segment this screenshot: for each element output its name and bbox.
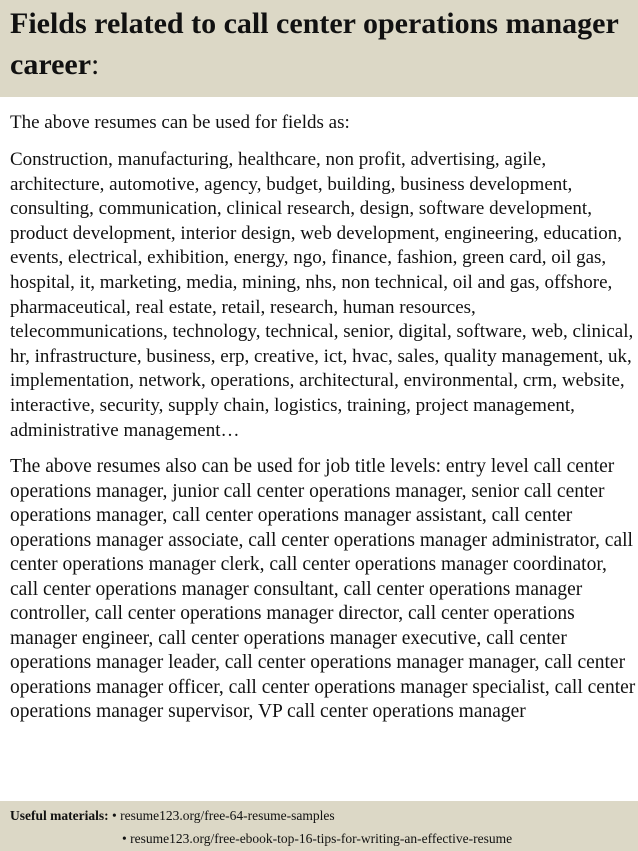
bullet-1: • (111, 808, 117, 823)
useful-materials-label (10, 808, 109, 823)
fields-list: Construction, manufacturing, healthcare, non profit, advertising, agile, architecture, automotive, agency, budget, building, business development, consulting, communication, clinical research, design, software development, product development, interior design, web development, engineering, education, events, electrical, exhibition, energy, ngo, finance, fashion, green card, oil gas, hospital, it, marketing, media, mining, nhs, non technical, oil and gas, offshore, pharmaceutical, real estate, retail, research, human resources, telecommunications, technology, technical, senior, digital, software, web, clinical, hr, infrastructure, business, erp, creative, ict, hvac, sales, quality management, uk, implementation, network, operations, architectural, environmental, crm, website, interactive, security, supply chain, logistics, training, project management, administrative management… (10, 149, 634, 441)
footer-link-2[interactable]: resume123.org/free-ebook-top-16-tips-for-writing-an-effective-resume (130, 831, 513, 846)
page-title-text: Fields related to call center operations manager career (10, 7, 619, 81)
main-content (10, 97, 636, 801)
footer-row-1 (10, 807, 335, 824)
job-levels-text: The above resumes also can be used for job title levels: entry level call center operations manager, junior call center operations manager, senior call center operations manager, call center operations manager assistant, call center operations manager associate, call center operations manager administrator, call center operations manager clerk, call center operations manager coordinator, call center operations manager consultant, call center operations manager controller, call center operations manager director, call center operations manager engineer, call center operations manager executive, call center operations manager leader, call center operations manager manager, call center operations manager officer, call center operations manager specialist, call center operations manager supervisor, VP call center operations manager (10, 456, 636, 723)
footer-row-2 (122, 830, 512, 847)
footer-link-1[interactable]: resume123.org/free-64-resume-samples (120, 808, 335, 823)
page-title (10, 3, 630, 85)
bullet-2: • (122, 831, 127, 846)
header-banner (0, 0, 638, 97)
page-title-colon: : (91, 48, 100, 81)
useful-materials-label-colon: : (104, 808, 109, 823)
footer-bar (0, 801, 638, 851)
useful-materials-label-text: Useful materials (10, 808, 105, 823)
intro-text: The above resumes can be used for fields as: (10, 112, 350, 133)
